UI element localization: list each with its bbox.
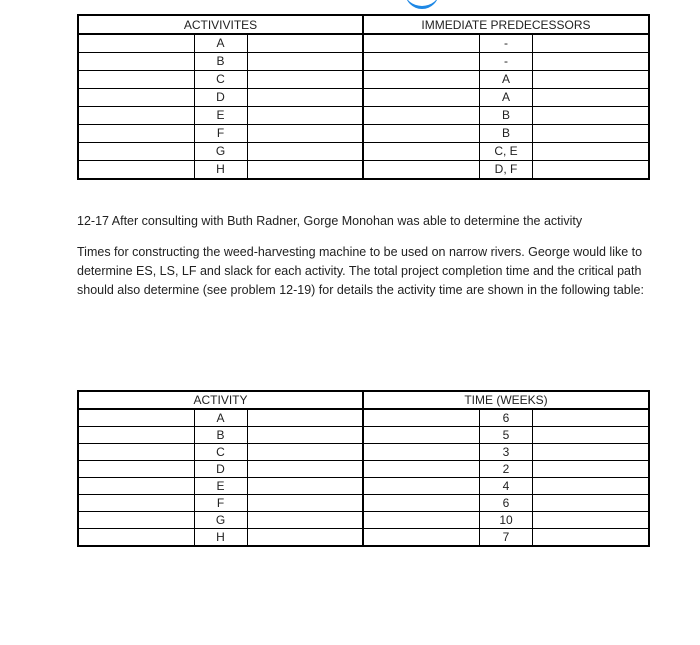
- predecessors-table: [77, 14, 650, 180]
- time-weeks-cell: [363, 427, 649, 444]
- activity-cell: [78, 53, 363, 71]
- activity-cell: [78, 444, 363, 461]
- time-weeks-cell: [363, 461, 649, 478]
- table-row: [78, 529, 649, 547]
- time-weeks-cell: [363, 529, 649, 547]
- activity-value: A: [194, 410, 248, 426]
- activity-value: D: [194, 89, 248, 106]
- activity-cell: [78, 143, 363, 161]
- activity-cell: [78, 71, 363, 89]
- predecessor-value: B: [479, 107, 533, 124]
- activity-value: B: [194, 53, 248, 70]
- activity-cell: [78, 529, 363, 547]
- activity-cell: [78, 161, 363, 180]
- activity-value: C: [194, 444, 248, 460]
- predecessor-value: -: [479, 35, 533, 52]
- table-row: [78, 495, 649, 512]
- table-row: [78, 53, 649, 71]
- problem-body: Times for constructing the weed-harvesting machine to be used on narrow rivers. George would like to determine ES, LS, LF and slack for each activity. The total project completion time and the critical path should also determine (see problem 12-19) for details the activity time are shown in the following table:: [77, 245, 644, 297]
- activity-value: E: [194, 107, 248, 124]
- time-weeks-value: 4: [479, 478, 533, 494]
- activity-cell: [78, 495, 363, 512]
- time-weeks-value: 5: [479, 427, 533, 443]
- predecessor-value: A: [479, 71, 533, 88]
- predecessor-cell: [363, 125, 649, 143]
- activity-cell: [78, 461, 363, 478]
- time-weeks-value: 2: [479, 461, 533, 477]
- activity-cell: [78, 512, 363, 529]
- column-header-time-weeks: TIME (WEEKS): [363, 391, 649, 409]
- column-header-predecessors: IMMEDIATE PREDECESSORS: [363, 15, 649, 34]
- time-weeks-cell: [363, 478, 649, 495]
- time-weeks-cell: [363, 444, 649, 461]
- table-row: [78, 89, 649, 107]
- column-header-activity: ACTIVITY: [78, 391, 363, 409]
- table-row: [78, 143, 649, 161]
- time-weeks-value: 6: [479, 410, 533, 426]
- time-weeks-cell: [363, 495, 649, 512]
- problem-heading: 12-17 After consulting with Buth Radner, Gorge Monohan was able to determine the activity: [77, 214, 583, 228]
- predecessor-cell: [363, 71, 649, 89]
- activity-value: F: [194, 495, 248, 511]
- table-row: [78, 444, 649, 461]
- activity-cell: [78, 89, 363, 107]
- table-header-row: [78, 391, 649, 409]
- predecessor-cell: [363, 143, 649, 161]
- predecessor-cell: [363, 161, 649, 180]
- activity-value: H: [194, 161, 248, 178]
- activity-value: A: [194, 35, 248, 52]
- table-row: [78, 427, 649, 444]
- time-weeks-cell: [363, 512, 649, 529]
- time-weeks-value: 3: [479, 444, 533, 460]
- activity-value: F: [194, 125, 248, 142]
- predecessor-cell: [363, 107, 649, 125]
- time-weeks-value: 6: [479, 495, 533, 511]
- table-header-row: [78, 15, 649, 34]
- activity-cell: [78, 34, 363, 53]
- time-weeks-value: 7: [479, 529, 533, 545]
- table-row: [78, 409, 649, 427]
- table-row: [78, 71, 649, 89]
- activity-value: B: [194, 427, 248, 443]
- predecessor-cell: [363, 34, 649, 53]
- decorative-arc: [405, 0, 439, 9]
- activity-value: E: [194, 478, 248, 494]
- time-weeks-cell: [363, 409, 649, 427]
- predecessor-value: -: [479, 53, 533, 70]
- predecessor-value: C, E: [479, 143, 533, 160]
- table-row: [78, 461, 649, 478]
- activity-value: G: [194, 143, 248, 160]
- time-weeks-value: 10: [479, 512, 533, 528]
- activity-value: G: [194, 512, 248, 528]
- activity-value: C: [194, 71, 248, 88]
- predecessor-cell: [363, 53, 649, 71]
- predecessor-value: D, F: [479, 161, 533, 178]
- activity-cell: [78, 427, 363, 444]
- column-header-activities: ACTIVIVITES: [78, 15, 363, 34]
- activity-cell: [78, 125, 363, 143]
- predecessor-value: B: [479, 125, 533, 142]
- table-row: [78, 161, 649, 180]
- activity-value: H: [194, 529, 248, 545]
- predecessor-value: A: [479, 89, 533, 106]
- activity-value: D: [194, 461, 248, 477]
- activity-cell: [78, 409, 363, 427]
- predecessor-cell: [363, 89, 649, 107]
- activity-cell: [78, 478, 363, 495]
- activity-cell: [78, 107, 363, 125]
- table-row: [78, 34, 649, 53]
- table-row: [78, 125, 649, 143]
- table-row: [78, 512, 649, 529]
- table-row: [78, 107, 649, 125]
- table-row: [78, 478, 649, 495]
- activity-time-table: [77, 390, 650, 547]
